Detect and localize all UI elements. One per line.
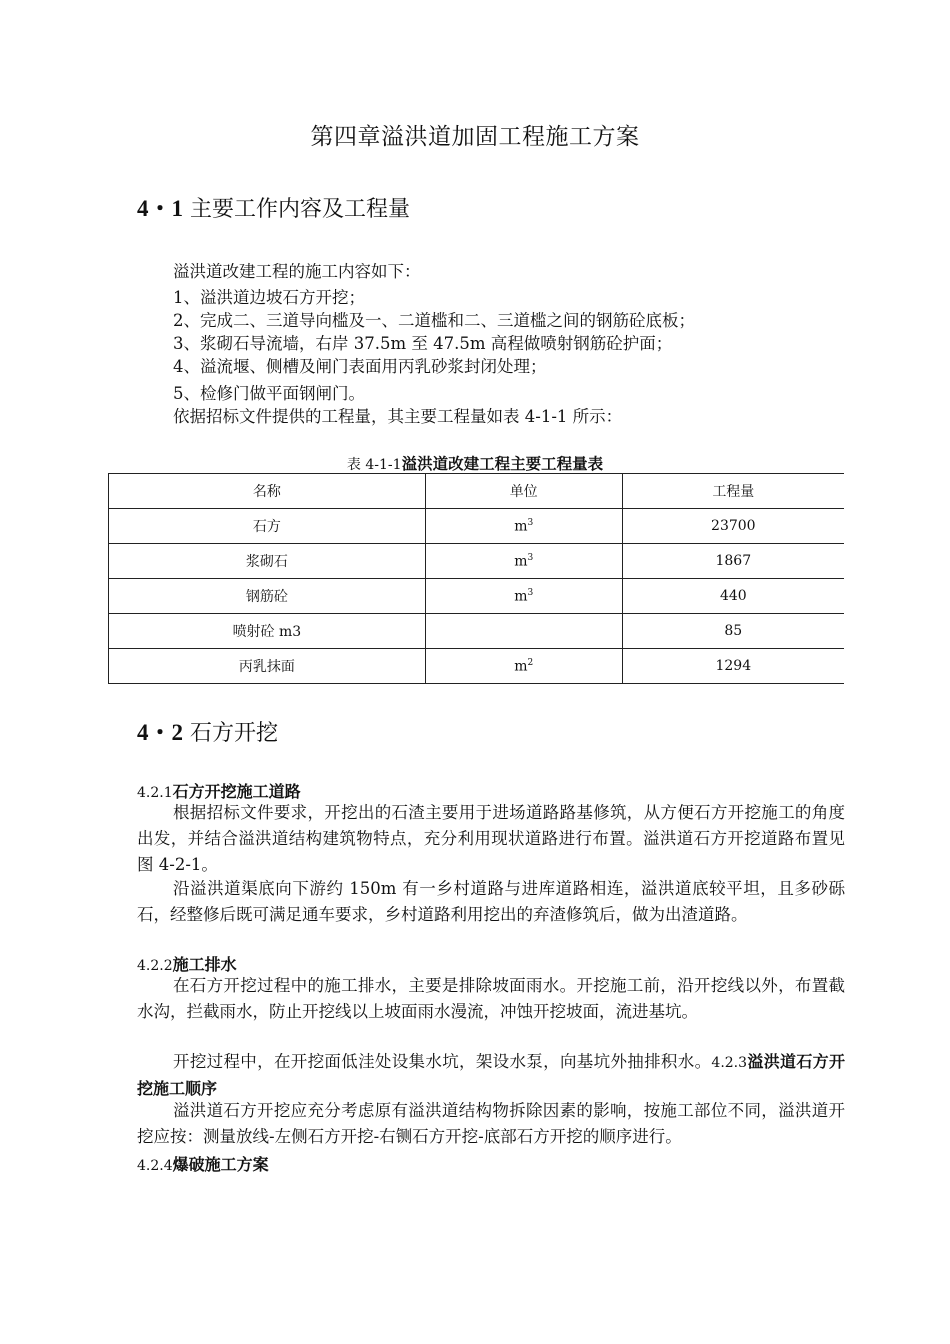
subsection-title: 施工排水: [172, 955, 237, 974]
cell-name: 浆砌石: [109, 544, 426, 579]
chapter-title: 第四章溢洪道加固工程施工方案: [310, 124, 640, 150]
cell-unit: $m^2$: [425, 649, 622, 684]
cell-name: 钢筋砼: [109, 579, 426, 614]
cell-qty: 85: [622, 614, 844, 649]
list-item: 5、检修门做平面钢闸门。: [173, 384, 365, 403]
subsection-title: 爆破施工方案: [172, 1155, 269, 1174]
column-header: 单位: [425, 474, 622, 509]
table-caption-title: 溢洪道改建工程主要工程量表: [401, 455, 604, 473]
subsection-heading: [137, 1152, 269, 1175]
table-row: [109, 509, 845, 544]
cell-qty: 1294: [622, 649, 844, 684]
list-item: 4、溢流堰、侧槽及闸门表面用丙乳砂浆封闭处理；: [173, 357, 547, 376]
section-title: 石方开挖: [190, 721, 279, 746]
list-item: 2、完成二、三道导向槛及一、二道槛和二、三道槛之间的钢筋砼底板；: [173, 311, 695, 330]
quantity-table: [108, 473, 844, 684]
table-row: [109, 614, 845, 649]
subsection-heading: [137, 779, 301, 802]
cell-qty: 440: [622, 579, 844, 614]
table-header-row: [109, 474, 845, 509]
paragraph: 在石方开挖过程中的施工排水，主要是排除坡面雨水。开挖施工前，沿开挖线以外，布置截水沟，拦截雨水，防止开挖线以上坡面雨水漫流，冲蚀开挖坡面，流进基坑。: [137, 976, 845, 1021]
subsection-number: 4.2.3: [711, 1055, 748, 1071]
table-row: [109, 579, 845, 614]
cell-qty: 1867: [622, 544, 844, 579]
cell-name: 喷射砼 m3: [109, 614, 426, 649]
list-item: 3、浆砌石导流墙，右岸 37.5m 至 47.5m 高程做喷射钢筋砼护面；: [173, 334, 673, 353]
subsection-title: 溢洪道石方开挖施工顺序: [137, 1052, 845, 1098]
subsection-number: 4.2.1: [137, 785, 173, 801]
table-caption: [0, 452, 950, 474]
section-number: 4・1: [137, 196, 183, 221]
cell-name: 丙乳抹面: [109, 649, 426, 684]
table-row: [109, 649, 845, 684]
cell-qty: 23700: [622, 509, 844, 544]
intro-text: 溢洪道改建工程的施工内容如下：: [173, 262, 421, 281]
subsection-number: 4.2.2: [137, 958, 173, 974]
paragraph-with-inline-heading: [137, 1049, 845, 1102]
subsection-title: 石方开挖施工道路: [172, 782, 301, 801]
cell-unit: $m^3$: [425, 579, 622, 614]
section-number: 4・2: [137, 720, 183, 745]
section-heading-4-1: [137, 190, 410, 223]
paragraph: 沿溢洪道渠底向下游约 150m 有一乡村道路与进库道路相连，溢洪道底较平坦，且多砂砾石，经整修后既可满足通车要求，乡村道路利用挖出的弃渣修筑后，做为出渣道路。: [137, 879, 845, 924]
subsection-heading: [137, 952, 237, 975]
table-row: [109, 544, 845, 579]
cell-unit: $m^3$: [425, 509, 622, 544]
paragraph: 根据招标文件要求，开挖出的石渣主要用于进场道路路基修筑，从方便石方开挖施工的角度出发，并结合溢洪道结构建筑物特点，充分利用现状道路进行布置。溢洪道石方开挖道路布置见图 4-2-1。: [137, 803, 845, 874]
cell-name: 石方: [109, 509, 426, 544]
paragraph-text: 开挖过程中，在开挖面低洼处设集水坑，架设水泵，向基坑外抽排积水。: [173, 1052, 712, 1071]
cell-unit: $m^3$: [425, 544, 622, 579]
section-heading-4-2: [137, 714, 278, 747]
column-header: 名称: [109, 474, 426, 509]
column-header: 工程量: [622, 474, 844, 509]
subsection-number: 4.2.4: [137, 1158, 173, 1174]
table-caption-number: 表 4-1-1: [346, 457, 402, 473]
list-item: 1、溢洪道边坡石方开挖；: [173, 288, 365, 307]
basis-text: 依据招标文件提供的工程量，其主要工程量如表 4-1-1 所示：: [173, 407, 623, 426]
section-title: 主要工作内容及工程量: [190, 197, 411, 222]
paragraph: 溢洪道石方开挖应充分考虑原有溢洪道结构物拆除因素的影响，按施工部位不同，溢洪道开挖应按：测量放线-左侧石方开挖-右铡石方开挖-底部石方开挖的顺序进行。: [137, 1101, 845, 1146]
cell-unit: [425, 614, 622, 649]
